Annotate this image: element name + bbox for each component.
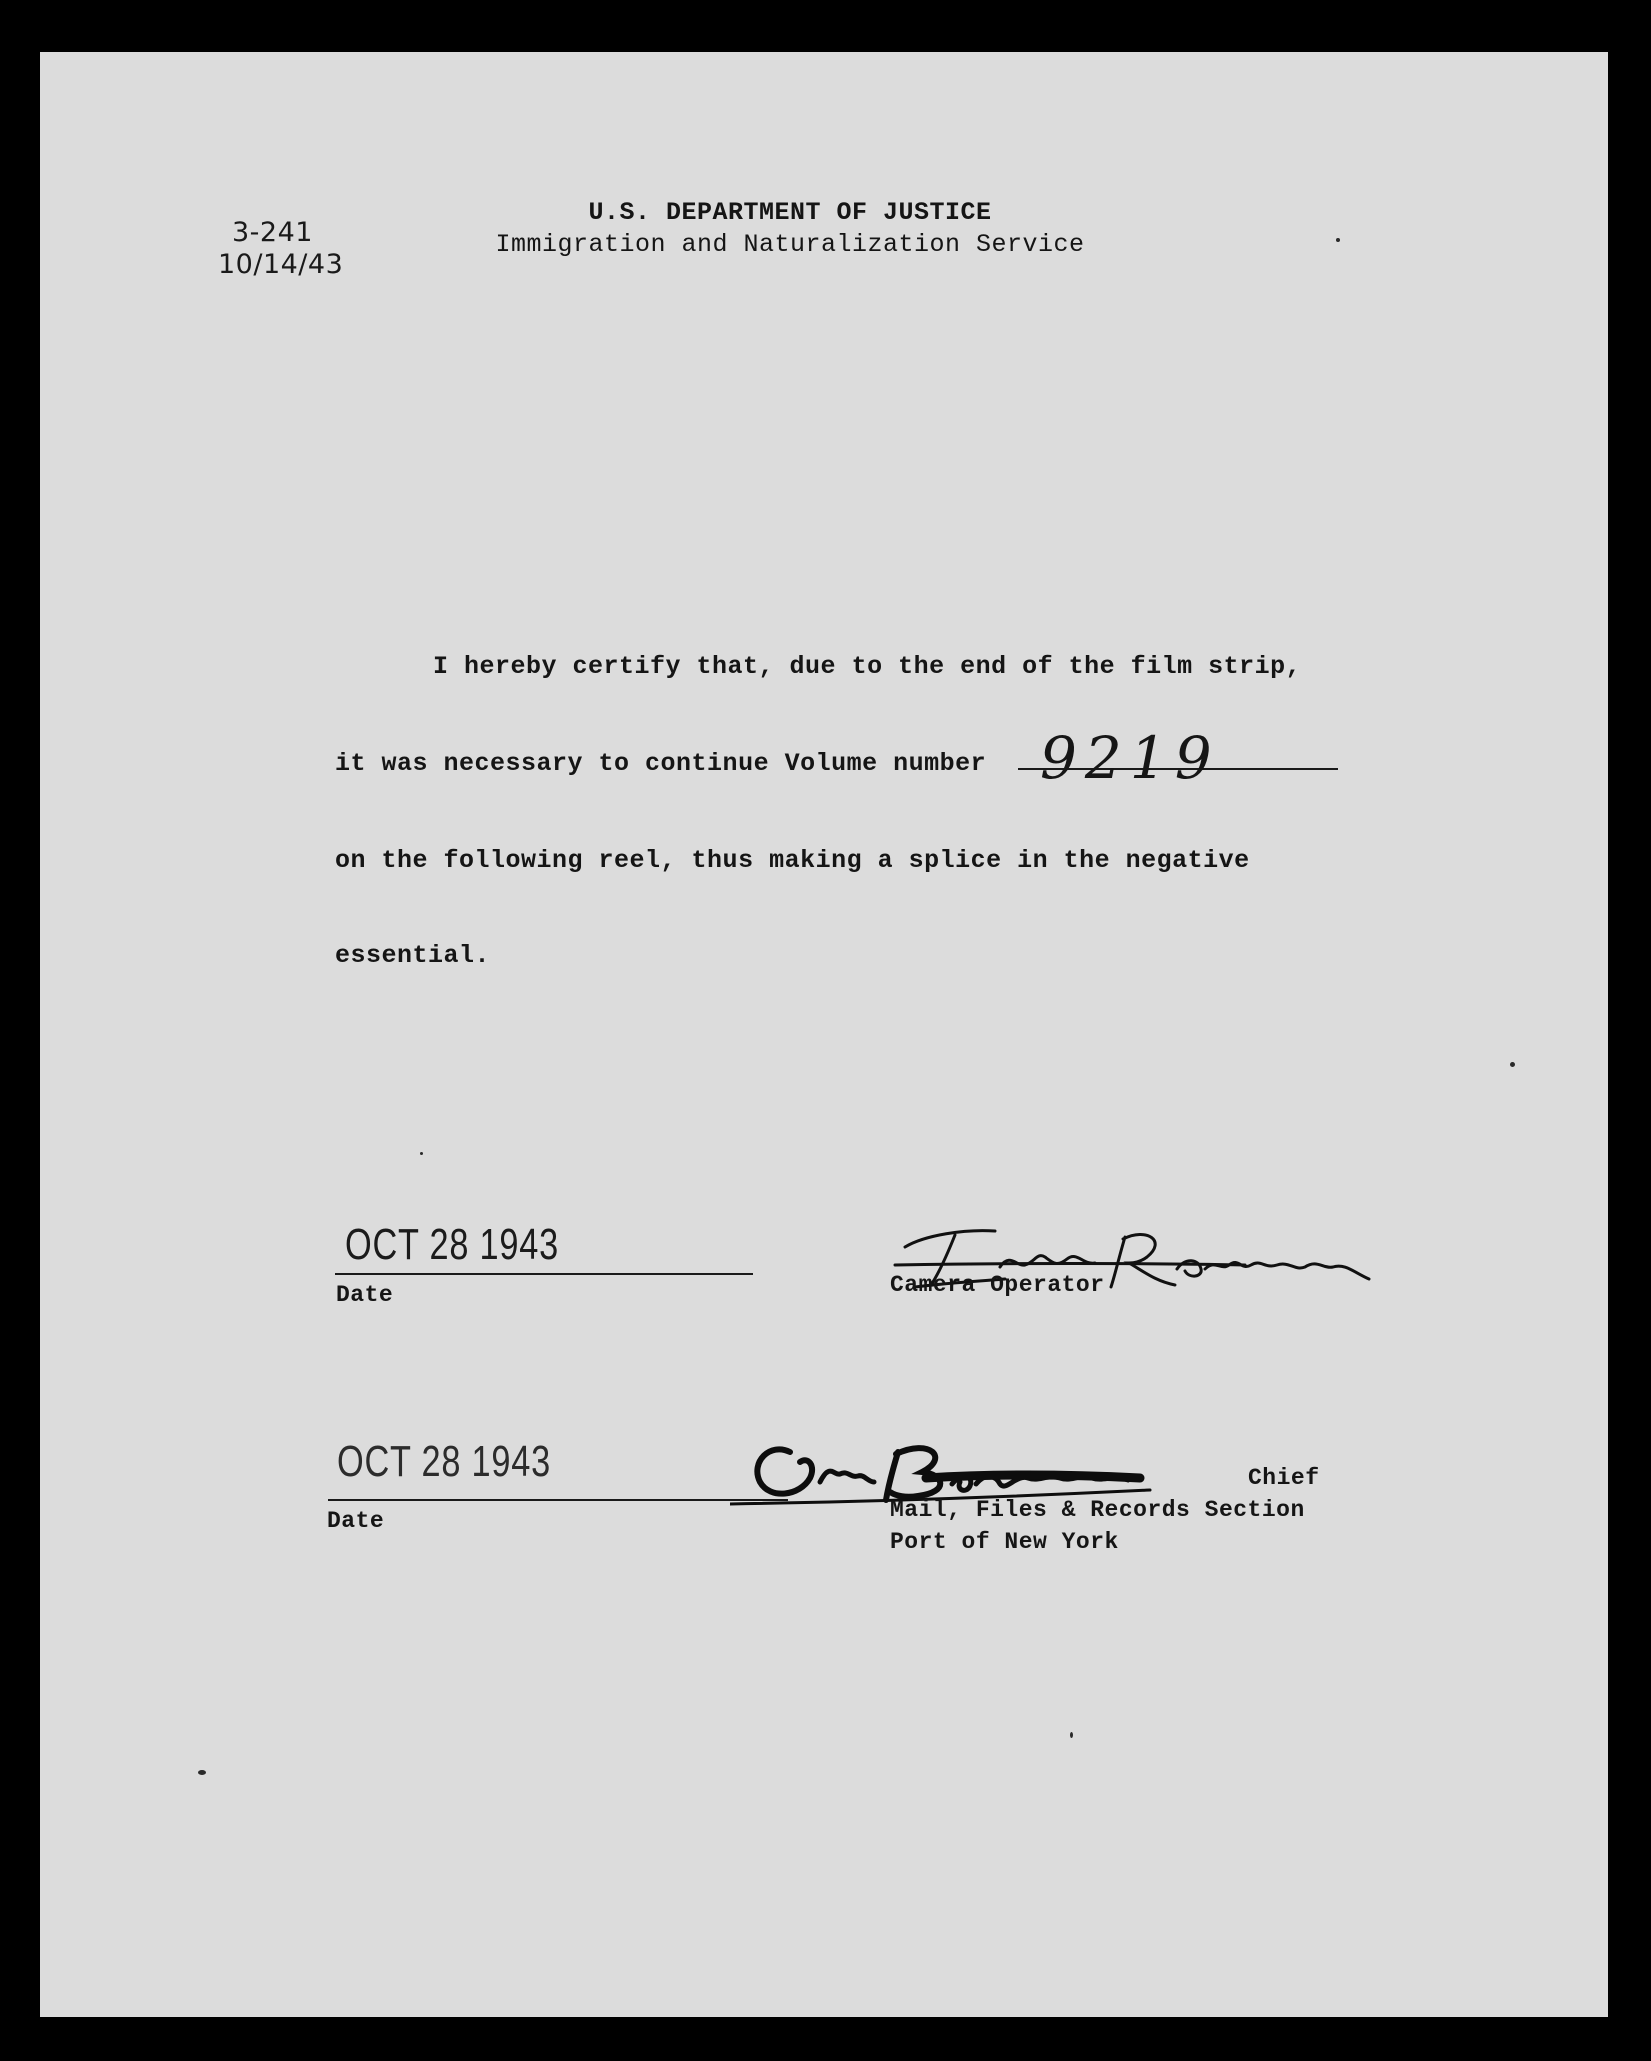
form-number-block	[218, 217, 343, 281]
scan-speck	[198, 1770, 206, 1775]
chief-port-name: Port of New York	[890, 1529, 1119, 1555]
service-name: Immigration and Naturalization Service	[495, 230, 1085, 259]
camera-date-stamp: OCT 28 1943	[345, 1220, 560, 1269]
camera-date-label: Date	[336, 1282, 394, 1308]
certification-line-4: essential.	[335, 941, 491, 970]
scan-speck	[420, 1152, 423, 1155]
document-header	[480, 197, 1100, 261]
department-name: U.S. DEPARTMENT OF JUSTICE	[588, 198, 992, 227]
form-number: 3-241	[232, 217, 313, 248]
chief-title: Chief	[1248, 1465, 1320, 1491]
camera-operator-label: Camera Operator	[890, 1272, 1105, 1298]
certification-line-2: it was necessary to continue Volume number	[335, 749, 987, 778]
certification-line-1: I hereby certify that, due to the end of the film strip,	[433, 652, 1302, 681]
chief-date-stamp: OCT 28 1943	[337, 1437, 552, 1486]
scan-speck	[1510, 1062, 1515, 1067]
camera-date-rule	[335, 1273, 753, 1275]
scan-speck	[1336, 238, 1340, 242]
certification-line-3: on the following reel, thus making a splice in the negative	[335, 846, 1250, 875]
chief-date-rule	[328, 1499, 788, 1501]
document-page	[40, 52, 1608, 2017]
chief-date-label: Date	[327, 1508, 385, 1534]
chief-section-name: Mail, Files & Records Section	[890, 1497, 1305, 1523]
volume-number-handwritten: 9219	[1040, 724, 1220, 792]
chief-title-block	[890, 1462, 1320, 1558]
scan-speck	[1070, 1732, 1073, 1738]
form-revision-date: 10/14/43	[218, 249, 344, 280]
